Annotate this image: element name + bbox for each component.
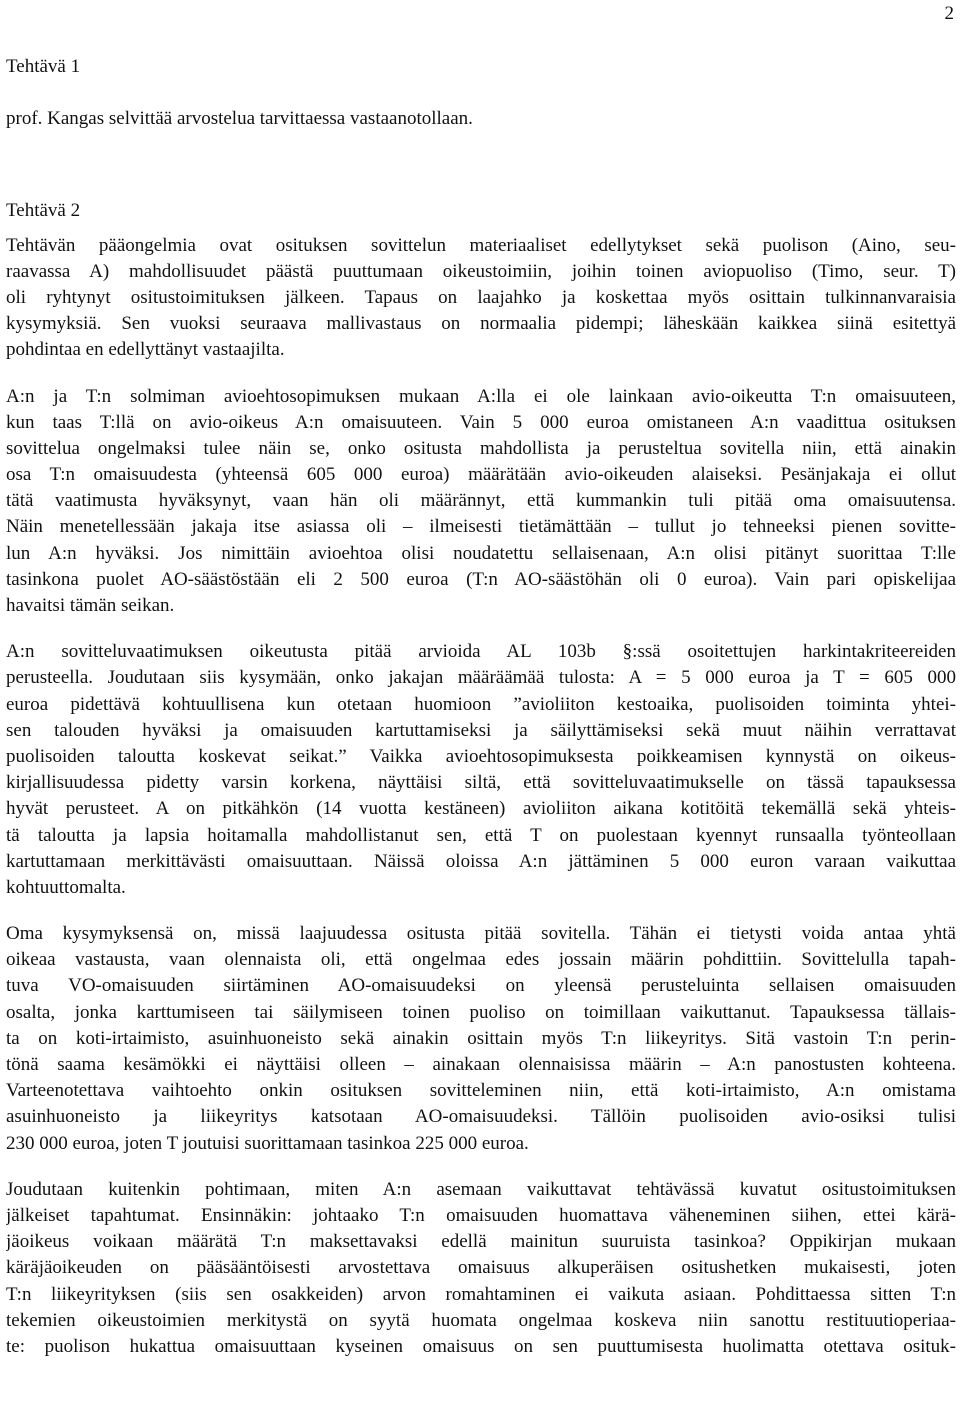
- text-line: jälkeiset tapahtumat. Ensinnäkin: johtaako T:n omaisuuden huomattava väheneminen siihen, ettei kärä-: [6, 1204, 956, 1226]
- text-line: A:n ja T:n solmiman avioehtosopimuksen mukaan A:lla ei ole lainkaan avio-oikeutta T:n omaisuuteen,: [6, 385, 956, 407]
- text-line: perusteella. Joudutaan siis kysymään, onko jakajan määräämää tulosta: A = 5 000 euroa ja T = 605 000: [6, 667, 956, 689]
- text-line: Tehtävän pääongelmia ovat osituksen sovittelun materiaaliset edellytykset sekä puolison (Aino, seu-: [6, 234, 956, 256]
- text-line: tätä vaatimusta hyväksynyt, vaan hän oli määrännyt, että kummankin tuli pitää oma omaisuutensa.: [6, 490, 956, 512]
- text-line: lun A:n hyväksi. Jos nimittäin avioehtoa olisi noudatettu sellaisenaan, A:n olisi pitänyt suorittaa T:lle: [6, 542, 956, 564]
- text-line: Varteenotettava vaihtoehto onkin osituksen sovitteleminen niin, että koti-irtaimisto, A:n omistama: [6, 1080, 956, 1102]
- paragraph: [6, 1177, 956, 1360]
- text-line: Oma kysymyksensä on, missä laajuudessa ositusta pitää sovitella. Tähän ei tietysti voida antaa yhtä: [6, 923, 956, 945]
- text-line: ta on koti-irtaimisto, asuinhuoneisto sekä ainakin osittain myös T:n liikeyritys. Sitä vastoin T:n perin-: [6, 1027, 956, 1049]
- text-line: osa T:n omaisuudesta (yhteensä 605 000 euroa) määrätään avio-oikeuden alaiseksi. Pesänjakaja ei ollut: [6, 464, 956, 486]
- text-line: T:n liikeyrityksen (siis sen osakkeiden) arvon romahtaminen ei vaikuta asiaan. Pohdittaessa sitten T:n: [6, 1283, 956, 1305]
- text-line: kysymyksiä. Sen vuoksi seuraava mallivastaus on normaalia pidempi; läheskään kaikkea siinä esitettyä: [6, 313, 956, 335]
- paragraph: [6, 639, 956, 901]
- document-body: [6, 54, 956, 1360]
- text-line: kohtuuttomalta.: [6, 876, 126, 898]
- paragraph: [6, 384, 956, 620]
- text-line: osalta, jonka karttumiseen tai säilymiseen toinen puoliso on toimillaan vaikuttanut. Tapauksessa tällais-: [6, 1001, 956, 1023]
- text-line: te: puolison hukattua omaisuuttaan kyseinen omaisuus on sen puuttumisesta huolimatta otettava osituk-: [6, 1335, 956, 1357]
- page-number: 2: [944, 3, 954, 24]
- text-line: puolisoiden taloutta koskevat seikat.” Vaikka avioehtosopimuksesta poikkeamisen kynnystä on oikeus-: [6, 745, 956, 767]
- paragraph: [6, 921, 956, 1157]
- text-line: sovittelua ongelmaksi tulee näin se, onko ositusta mahdollista ja perusteltua sovitella niin, että ainakin: [6, 437, 956, 459]
- text-line: tuva VO-omaisuuden siirtäminen AO-omaisuudeksi on yleensä perusteluinta sellaisen omaisuuden: [6, 975, 956, 997]
- text-line: havaitsi tämän seikan.: [6, 595, 175, 617]
- text-line: oli ryhtynyt ositustoimituksen jälkeen. Tapaus on laajahko ja koskettaa myös osittain tulkinnanvaraisia: [6, 286, 956, 308]
- text-line: asuinhuoneisto ja liikeyritys katsotaan AO-omaisuudeksi. Tällöin puolisoiden avio-osiksi tulisi: [6, 1106, 956, 1128]
- task2-paragraphs: [6, 233, 956, 1361]
- text-line: euroa pidettävä kohtuullisena kun otetaan huomioon ”avioliiton kestoaika, puolisoiden toiminta yhtei-: [6, 693, 956, 715]
- paragraph: [6, 233, 956, 364]
- text-line: Joudutaan kuitenkin pohtimaan, miten A:n asemaan vaikuttavat tehtävässä kuvatut ositustoimituksen: [6, 1178, 956, 1200]
- task1-text: prof. Kangas selvittää arvostelua tarvittaessa vastaanotollaan.: [6, 108, 473, 130]
- text-line: tasinkona puolet AO-säästöstään eli 2 500 euroa (T:n AO-säästöhän oli 0 euroa). Vain pari opiskelijaa: [6, 568, 956, 590]
- text-line: hyvät perusteet. A on pitkähkön (14 vuotta kestäneen) avioliiton aikana kotitöitä tekemällä sekä yhteis-: [6, 798, 956, 820]
- text-line: jäoikeus voikaan määrätä T:n maksettavaksi edellä mainitun suuruista tasinkoa? Oppikirjan mukaan: [6, 1231, 956, 1253]
- text-line: kun taas T:llä on avio-oikeus A:n omaisuuteen. Vain 5 000 euroa omistaneen A:n vaadittua osituksen: [6, 411, 956, 433]
- text-line: kirjallisuudessa pidetty varsin korkena, näyttäisi siltä, että sovitteluvaatimukselle on tässä tapauksessa: [6, 772, 956, 794]
- text-line: pohdintaa en edellyttänyt vastaajilta.: [6, 339, 285, 361]
- text-line: Näin menetellessään jakaja itse asiassa oli – ilmeisesti tietämättään – tullut jo tehneeksi pienen sovitte-: [6, 516, 956, 538]
- text-line: käräjäoikeuden on pääsääntöisesti arvostettava omaisuus alkuperäisen ositushetken mukaisesti, joten: [6, 1257, 956, 1279]
- task2-heading: Tehtävä 2: [6, 200, 81, 222]
- text-line: raavassa A) mahdollisuudet päästä puuttumaan oikeustoimiin, joihin toinen aviopuoliso (Timo, seur. T): [6, 260, 956, 282]
- text-line: 230 000 euroa, joten T joutuisi suorittamaan tasinkoa 225 000 euroa.: [6, 1132, 529, 1154]
- task1-heading: Tehtävä 1: [6, 56, 81, 77]
- text-line: tönä saama kesämökki ei näyttäisi olleen – ainakaan olennaisissa määrin – A:n panostusten kohteena.: [6, 1054, 956, 1076]
- text-line: oikeaa vastausta, vaan olennaista oli, että ongelmaa edes jossain määrin pohdittiin. Sovittelulla tapah-: [6, 949, 956, 971]
- text-line: A:n sovitteluvaatimuksen oikeutusta pitää arvioida AL 103b §:ssä osoitettujen harkintakriteereiden: [6, 641, 956, 663]
- text-line: tekemien oikeustoimien merkitystä on syytä huomata ongelmaa koskeva niin sanottu restituutioperiaa-: [6, 1309, 956, 1331]
- text-line: sen talouden hyväksi ja omaisuuden kartuttamiseksi ja säilyttämiseksi sekä muut näihin verrattavat: [6, 719, 956, 741]
- text-line: tä taloutta ja lapsia hoitamalla mahdollistanut sen, että T on puolestaan kyennyt runsaalla työnteollaan: [6, 824, 956, 846]
- text-line: kartuttamaan merkittävästi omaisuuttaan. Näissä oloissa A:n jättäminen 5 000 euron varaan vaikuttaa: [6, 850, 956, 872]
